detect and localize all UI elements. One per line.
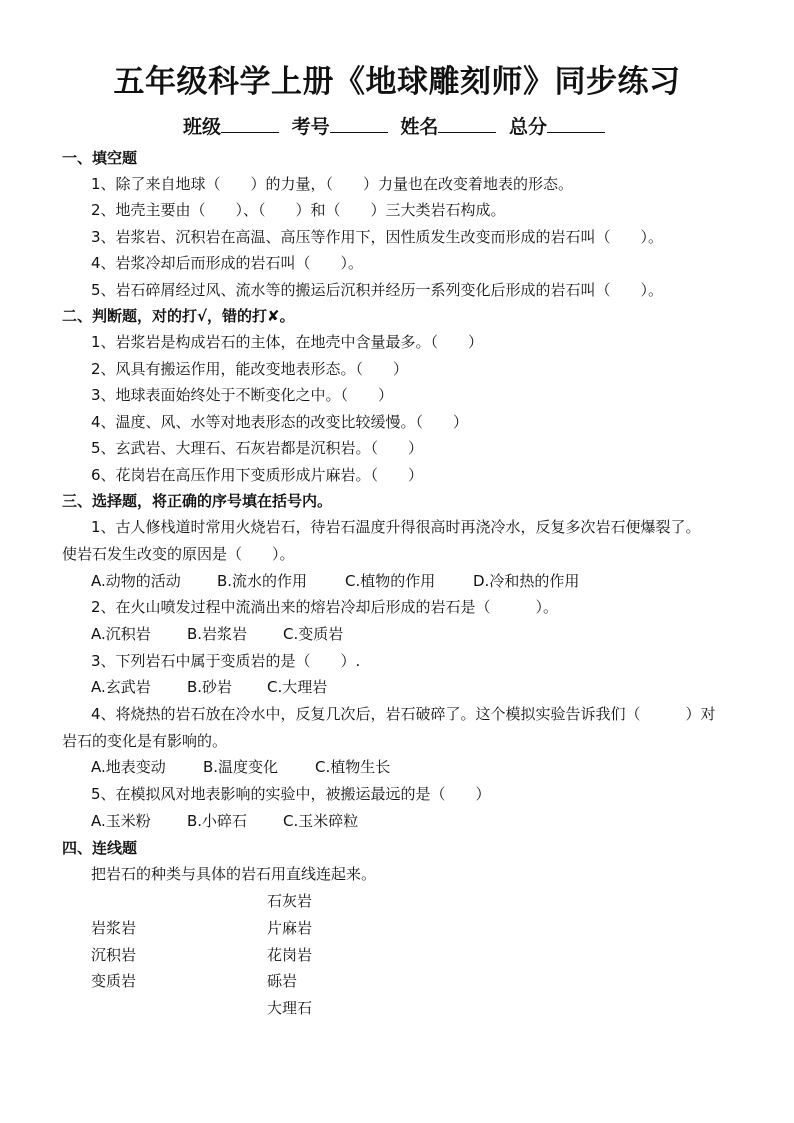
choice-q1-line2: 使岩石发生改变的原因是（ ）。 [62, 545, 295, 563]
choice-q4-line1: 4、将烧热的岩石放在冷水中，反复几次后，岩石破碎了。这个模拟实验告诉我们（ ）对 [91, 705, 716, 723]
matching-right-item-5[interactable]: 大理石 [267, 999, 313, 1017]
fill-blank-item-4: 4、岩浆冷却后而形成的岩石叫（ ）。 [91, 254, 364, 272]
class-blank[interactable] [221, 112, 279, 133]
section-fill-blank-heading: 一、填空题 [62, 149, 138, 167]
choice-q3-options [91, 677, 327, 697]
choice-q5-option-a: A.玉米粉 [91, 812, 151, 830]
true-false-item-1: 1、岩浆岩是构成岩石的主体，在地壳中含量最多。（ ） [91, 333, 484, 351]
choice-q5-text: 5、在模拟风对地表影响的实验中，被搬运最远的是（ ） [91, 785, 491, 803]
choice-q2-option-b: B.岩浆岩 [187, 625, 248, 643]
matching-right-item-1[interactable]: 石灰岩 [267, 892, 313, 910]
true-false-item-3: 3、地球表面始终处于不断变化之中。（ ） [91, 386, 394, 404]
choice-q2-text: 2、在火山喷发过程中流淌出来的熔岩冷却后形成的岩石是（ ）。 [91, 598, 559, 616]
choice-q4-options [91, 757, 390, 777]
fill-blank-item-5: 5、岩石碎屑经过风、流水等的搬运后沉积并经历一系列变化后形成的岩石叫（ ）。 [91, 281, 664, 299]
matching-instruction: 把岩石的种类与具体的岩石用直线连起来。 [91, 865, 377, 883]
choice-q1-option-b: B.流水的作用 [217, 572, 308, 590]
name-label: 姓名 [400, 116, 439, 138]
choice-q4-line2: 岩石的变化是有影响的。 [62, 732, 228, 750]
section-choice-heading: 三、选择题，将正确的序号填在括号内。 [62, 492, 333, 510]
choice-q3-text: 3、下列岩石中属于变质岩的是（ ）. [91, 652, 361, 670]
student-info-line [0, 112, 794, 140]
choice-q1-options [91, 571, 579, 591]
matching-left-item-1[interactable]: 岩浆岩 [91, 919, 137, 937]
name-blank[interactable] [438, 112, 496, 133]
choice-q2-option-a: A.沉积岩 [91, 625, 151, 643]
class-label: 班级 [183, 116, 222, 138]
section-matching-heading: 四、连线题 [62, 839, 138, 857]
exam-no-blank[interactable] [330, 112, 388, 133]
choice-q4-option-c: C.植物生长 [315, 758, 391, 776]
true-false-item-5: 5、玄武岩、大理石、石灰岩都是沉积岩。（ ） [91, 439, 424, 457]
choice-q3-option-b: B.砂岩 [187, 678, 233, 696]
fill-blank-item-3: 3、岩浆岩、沉积岩在高温、高压等作用下，因性质发生改变而形成的岩石叫（ ）。 [91, 228, 664, 246]
choice-q1-line1: 1、古人修栈道时常用火烧岩石，待岩石温度升得很高时再浇冷水，反复多次岩石便爆裂了。 [91, 518, 701, 536]
choice-q2-options [91, 624, 343, 644]
matching-left-item-3[interactable]: 变质岩 [91, 972, 137, 990]
choice-q1-option-a: A.动物的活动 [91, 572, 181, 590]
score-label: 总分 [508, 116, 547, 138]
choice-q3-option-c: C.大理岩 [267, 678, 328, 696]
matching-right-item-4[interactable]: 砾岩 [267, 972, 298, 990]
choice-q5-options [91, 811, 358, 831]
section-true-false-heading: 二、判断题，对的打√，错的打✘。 [62, 307, 295, 325]
true-false-item-6: 6、花岗岩在高压作用下变质形成片麻岩。（ ） [91, 466, 424, 484]
choice-q4-option-a: A.地表变动 [91, 758, 166, 776]
choice-q5-option-b: B.小碎石 [187, 812, 248, 830]
exam-no-label: 考号 [291, 116, 330, 138]
choice-q3-option-a: A.玄武岩 [91, 678, 151, 696]
choice-q1-option-c: C.植物的作用 [345, 572, 436, 590]
matching-left-item-2[interactable]: 沉积岩 [91, 946, 137, 964]
choice-q2-option-c: C.变质岩 [283, 625, 344, 643]
true-false-item-2: 2、风具有搬运作用，能改变地表形态。（ ） [91, 360, 409, 378]
matching-right-item-2[interactable]: 片麻岩 [267, 919, 313, 937]
choice-q4-option-b: B.温度变化 [203, 758, 279, 776]
true-false-item-4: 4、温度、风、水等对地表形态的改变比较缓慢。（ ） [91, 413, 469, 431]
fill-blank-item-1: 1、除了来自地球（ ）的力量，（ ）力量也在改变着地表的形态。 [91, 175, 574, 193]
choice-q1-option-d: D.冷和热的作用 [473, 572, 580, 590]
choice-q5-option-c: C.玉米碎粒 [283, 812, 359, 830]
page-title: 五年级科学上册《地球雕刻师》同步练习 [113, 64, 681, 100]
matching-right-item-3[interactable]: 花岗岩 [267, 946, 313, 964]
score-blank[interactable] [547, 112, 605, 133]
fill-blank-item-2: 2、地壳主要由（ ）、（ ）和（ ）三大类岩石构成。 [91, 201, 506, 219]
